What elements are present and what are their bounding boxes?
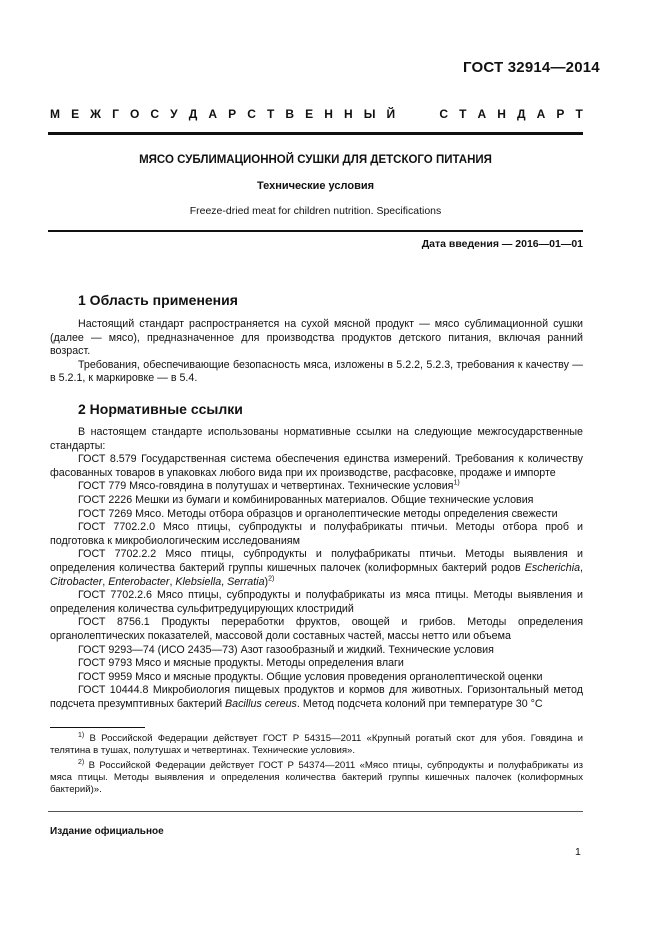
reference-item: ГОСТ 9793 Мясо и мясные продукты. Методы определения влаги [78,657,404,670]
separator: , [102,575,109,588]
banner-letter: В [285,107,295,121]
reference-item: ГОСТ 8.579 Государственная система обеспечения единства измерений. Требования к количеству фасованных товаров в упаковках любого вида при их производстве, расфасовке, продаже и импорте [50,453,583,479]
footnote-text: В Российской Федерации действует ГОСТ Р 54374—2011 «Мясо птицы, субпродукты и полуфабрикаты из мяса птицы. Методы выявления и определения количества бактерий группы кишечных палочек (колиформных бактерий)». [50,760,583,795]
genus-name: Citrobacter [50,575,103,588]
reference-item: ГОСТ 9293—74 (ИСО 2435—73) Азот газообразный и жидкий. Технические условия [78,643,494,656]
separator: ) [264,575,269,588]
footnote-text: В Российской Федерации действует ГОСТ Р 54315—2011 «Крупный рогатый скот для убоя. Говядина и телятина в тушах, полутушах и четвертинах. Технические условия». [50,733,583,756]
banner-letter: Р [556,107,565,121]
reference-text: . Метод подсчета колоний при температуре 30 °С [296,697,543,710]
banner-letter: М [50,107,60,121]
reference-item: ГОСТ 7269 Мясо. Методы отбора образцов и органолептические методы определения свежести [78,507,558,520]
interstate-standard-banner [50,107,583,121]
footnote-ref[interactable]: 1) [453,479,460,487]
footnote-mark: 2) [78,758,85,766]
banner-letter: Т [575,107,583,121]
section-2-heading: 2 Нормативные ссылки [78,401,243,417]
footer-rule [48,811,583,812]
banner-letter: Т [459,107,467,121]
banner-letter: С [150,107,160,121]
reference-item: ГОСТ 7702.2.6 Мясо птицы, субпродукты и полуфабрикаты из мяса птицы. Методы выявления и определения количества сульфитредуцирующих клостридий [50,589,583,615]
banner-letter: Н [324,107,333,121]
standard-id: ГОСТ 32914—2014 [463,59,600,76]
banner-letter: Й [386,107,396,121]
footnote-2 [50,760,583,796]
banner-letter: Е [71,107,80,121]
genus-name: Escherichia [524,561,581,574]
reference-item: ГОСТ 9959 Мясо и мясные продукты. Общие условия проведения органолептической оценки [78,670,543,683]
reference-item: ГОСТ 8756.1 Продукты переработки фруктов, овощей и грибов. Методы определения органолептических показателей, массовой доли составных частей, массы нетто или объема [50,616,583,642]
footnote-separator [50,727,145,728]
banner-letter: Ж [90,107,102,121]
separator: , [169,575,176,588]
banner-letter: Н [497,107,506,121]
footnote-ref[interactable]: 2) [268,574,275,582]
reference-text: ГОСТ 10444.8 Микробиология пищевых продуктов и кормов для животных. Горизонтальный метод подсчета презумптивных бактерий [50,684,583,710]
banner-letter: Д [517,107,526,121]
banner-letter: А [208,107,218,121]
banner-letter: У [170,107,178,121]
genus-name: Enterobacter [108,575,170,588]
banner-letter: Е [305,107,314,121]
reference-text: ГОСТ 779 Мясо-говядина в полутушах и четвертинах. Технические условия [78,480,454,493]
banner-letter: А [536,107,546,121]
banner-letter: Т [266,107,275,121]
footnote-1 [50,733,583,757]
banner-letter: Ы [363,107,376,121]
banner-letter: С [247,107,256,121]
banner-letter: О [130,107,140,121]
footnotes [50,733,583,799]
reference-text: ГОСТ 7702.2.2 Мясо птицы, субпродукты и полуфабрикаты птичьи. Методы выявления и определения количества бактерий группы кишечных палочек (колиформных бактерий родов [50,548,583,574]
paragraph: Требования, обеспечивающие безопасность мяса, изложены в 5.2.2, 5.2.3, требования к качеству — в 5.2.1, к маркировке — в 5.4. [50,358,583,385]
english-title: Freeze-dried meat for children nutrition. Specifications [189,205,442,217]
banner-letter: Р [228,107,237,121]
page-number: 1 [575,846,581,858]
document-subtitle: Технические условия [256,180,375,192]
separator: , [221,575,228,588]
section-1-heading: 1 Область применения [78,292,238,308]
genus-name: Klebsiella [175,575,222,588]
intro-date: Дата введения — 2016—01—01 [421,238,583,250]
banner-letter: Д [188,107,198,121]
document-title: МЯСО СУБЛИМАЦИОННОЙ СУШКИ ДЛЯ ДЕТСКОГО ПИТАНИЯ [139,154,492,166]
reference-item: ГОСТ 2226 Мешки из бумаги и комбинированных материалов. Общие технические условия [78,493,534,506]
section-1-body [50,318,583,386]
reference-item [50,684,583,711]
paragraph: В настоящем стандарте использованы нормативные ссылки на следующие межгосударственные стандарты: [50,426,583,452]
banner-letter: С [439,107,448,121]
reference-item [50,480,583,494]
title-bottom-rule [48,230,583,232]
paragraph: Настоящий стандарт распространяется на сухой мясной продукт — мясо сублимационной сушки (далее — мясо), предназначенное для производства продуктов детского питания, включая ранний возраст. [50,318,583,358]
genus-name: Serratia [227,575,265,588]
banner-gap [406,107,428,121]
title-top-rule [48,132,583,135]
section-2-body [50,426,583,711]
separator: , [580,561,583,574]
banner-letter: А [477,107,487,121]
edition-label: Издание официальное [50,826,164,837]
banner-letter: Н [343,107,353,121]
footnote-mark: 1) [78,731,85,739]
reference-item [50,548,583,589]
species-name: Bacillus cereus [225,697,297,710]
reference-item: ГОСТ 7702.2.0 Мясо птицы, субпродукты и полуфабрикаты птичьи. Методы отбора проб и подготовка к микробиологическим исследованиям [50,521,583,547]
banner-letter: Г [112,107,119,121]
